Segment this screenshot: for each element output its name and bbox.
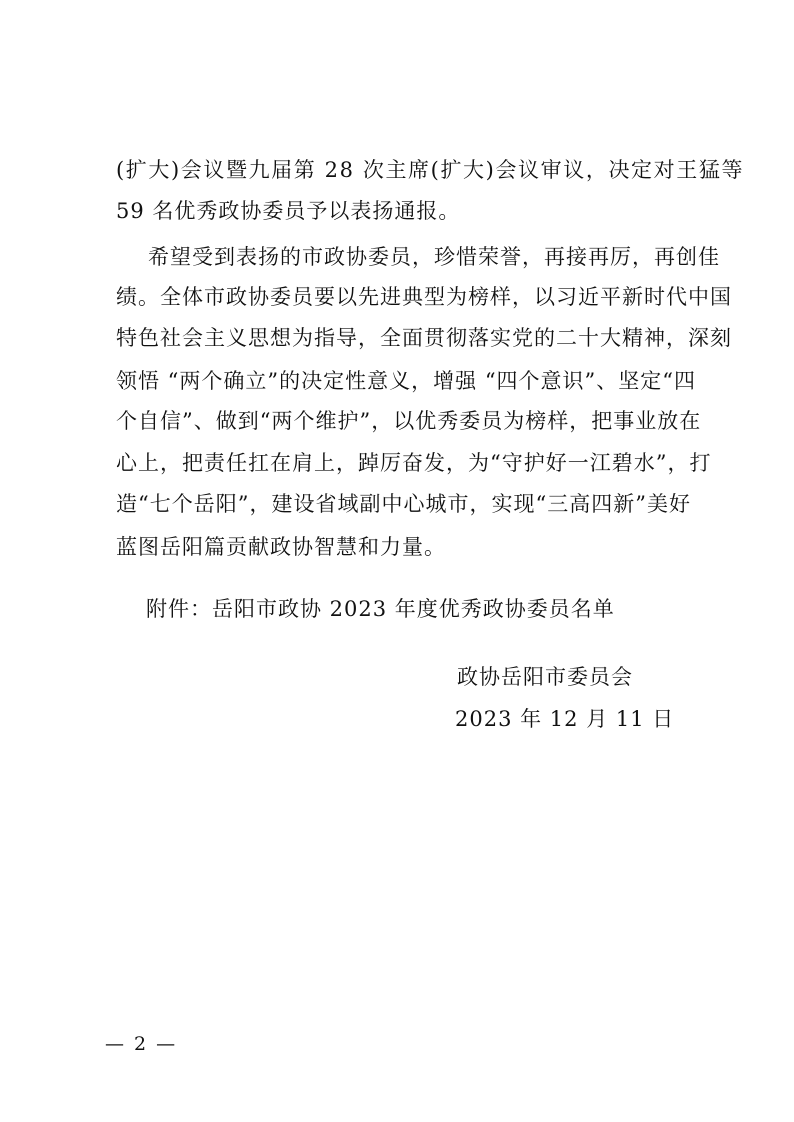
body-line: 造“七个岳阳”，建设省域副中心城市，实现“三高四新”美好 — [116, 492, 691, 516]
body-line: 59 名优秀政协委员予以表扬通报。 — [116, 199, 461, 223]
attachment-note: 附件：岳阳市政协 2023 年度优秀政协委员名单 — [146, 597, 615, 621]
body-line: (扩大)会议暨九届第 28 次主席(扩大)会议审议，决定对王猛等 — [116, 158, 745, 182]
body-line: 特色社会主义思想为指导，全面贯彻落实党的二十大精神，深刻 — [116, 326, 732, 350]
page-number: — 2 — — [105, 1033, 178, 1055]
body-line: 心上，把责任扛在肩上，踔厉奋发，为“守护好一江碧水”，打 — [116, 451, 712, 475]
body-line: 蓝图岳阳篇贡献政协智慧和力量。 — [116, 535, 446, 559]
body-line: 绩。全体市政协委员要以先进典型为榜样，以习近平新时代中国 — [116, 285, 732, 309]
body-line: 领悟 “两个确立”的决定性意义，增强 “四个意识”、坚定“四 — [116, 369, 697, 393]
signature-date: 2023 年 12 月 11 日 — [455, 707, 675, 731]
body-line: 个自信”、做到“两个维护”，以优秀委员为榜样，把事业放在 — [116, 409, 702, 433]
body-line: 希望受到表扬的市政协委员，珍惜荣誉，再接再厉，再创佳 — [148, 245, 720, 269]
signature-organization: 政协岳阳市委员会 — [457, 665, 633, 689]
